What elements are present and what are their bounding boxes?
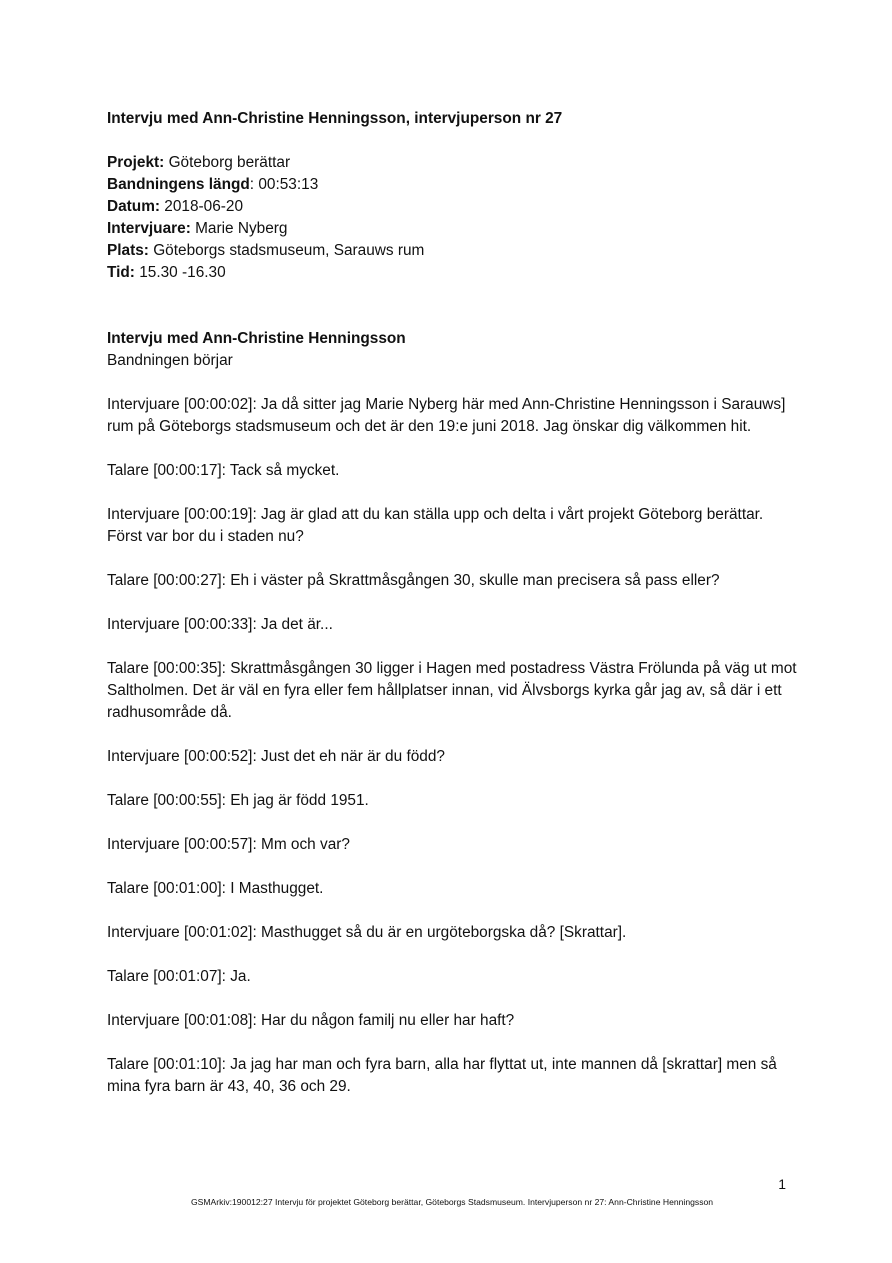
meta-time <box>107 262 797 284</box>
interview-section <box>107 328 797 1098</box>
meta-value: 15.30 -16.30 <box>134 264 226 281</box>
meta-recording-length <box>107 174 797 196</box>
meta-value: Göteborgs stadsmuseum, Sarauws rum <box>148 242 425 259</box>
transcript-turn: Intervjuare [00:00:52]: Just det eh när är du född? <box>107 748 445 765</box>
document-title: Intervju med Ann-Christine Henningsson, intervjuperson nr 27 <box>107 110 563 127</box>
transcript-turn: Intervjuare [00:00:33]: Ja det är... <box>107 616 333 633</box>
meta-project <box>107 152 797 174</box>
meta-label: Intervjuare: <box>107 220 191 237</box>
meta-interviewer <box>107 218 797 240</box>
meta-label: Plats: <box>107 242 149 259</box>
meta-label: Datum: <box>107 198 161 215</box>
transcript-turn: Talare [00:00:27]: Eh i väster på Skrattmåsgången 30, skulle man precisera så pass eller? <box>107 572 720 589</box>
meta-label: Bandningens längd <box>107 176 250 193</box>
page-number: 1 <box>778 1176 786 1192</box>
transcript-turn: Intervjuare [00:00:57]: Mm och var? <box>107 836 350 853</box>
transcript-turn: Talare [00:00:17]: Tack så mycket. <box>107 462 340 479</box>
meta-label: Tid: <box>107 264 135 281</box>
section-title: Intervju med Ann-Christine Henningsson <box>107 330 406 347</box>
meta-label: Projekt: <box>107 154 165 171</box>
transcript-turn: Intervjuare [00:00:19]: Jag är glad att du kan ställa upp och delta i vårt projekt Göteborg berättar. Först var bor du i staden nu? <box>107 506 764 545</box>
meta-date <box>107 196 797 218</box>
document-body <box>107 108 797 1120</box>
transcript-turn: Intervjuare [00:01:08]: Har du någon familj nu eller har haft? <box>107 1012 515 1029</box>
transcript-turn: Talare [00:00:35]: Skrattmåsgången 30 ligger i Hagen med postadress Västra Frölunda på väg ut mot Saltholmen. Det är väl en fyra eller fem hållplatser innan, vid Älvsborgs kyrka går jag av, så där i ett radhusområde då. <box>107 660 797 721</box>
section-subtitle: Bandningen börjar <box>107 352 233 369</box>
page-footer: GSMArkiv:190012:27 Intervju för projektet Göteborg berättar, Göteborgs Stadsmuseum. Intervjuperson nr 27: Ann-Christine Henningsson <box>190 1197 714 1207</box>
meta-place <box>107 240 797 262</box>
transcript-turn: Talare [00:00:55]: Eh jag är född 1951. <box>107 792 369 809</box>
meta-value: Marie Nyberg <box>190 220 288 237</box>
meta-value: 2018-06-20 <box>160 198 244 215</box>
meta-value: : 00:53:13 <box>249 176 319 193</box>
transcript-turn: Intervjuare [00:01:02]: Masthugget så du är en urgöteborgska då? [Skrattar]. <box>107 924 627 941</box>
transcript-turn: Talare [00:01:00]: I Masthugget. <box>107 880 324 897</box>
transcript-turn: Talare [00:01:07]: Ja. <box>107 968 251 985</box>
transcript-turn: Talare [00:01:10]: Ja jag har man och fyra barn, alla har flyttat ut, inte mannen då [skrattar] men så mina fyra barn är 43, 40, 36 och 29. <box>107 1056 777 1095</box>
meta-value: Göteborg berättar <box>164 154 291 171</box>
metadata-block <box>107 152 797 284</box>
transcript-turn: Intervjuare [00:00:02]: Ja då sitter jag Marie Nyberg här med Ann-Christine Henningsson i Sarauws] rum på Göteborgs stadsmuseum och det är den 19:e juni 2018. Jag önskar dig välkommen hit. <box>107 396 786 435</box>
